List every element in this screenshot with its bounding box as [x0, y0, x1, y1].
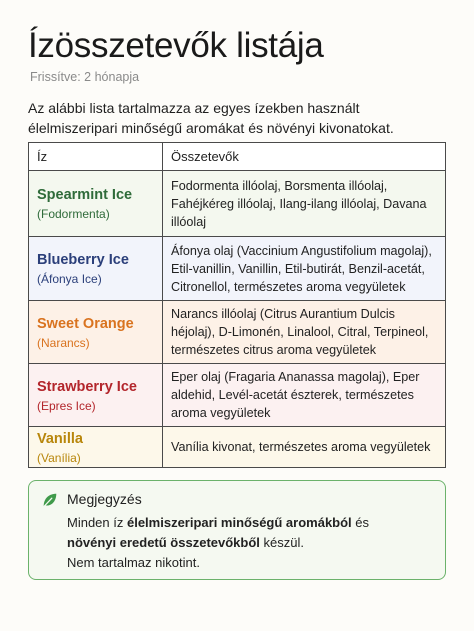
note-line: Nem tartalmaz nikotint. — [67, 555, 200, 570]
note-text: és — [351, 515, 370, 530]
table-row — [29, 364, 446, 427]
flavor-subtitle: (Vanília) — [37, 450, 81, 465]
note-title: Megjegyzés — [67, 491, 142, 507]
page-title: Ízösszetevők listája — [28, 26, 324, 65]
components-cell: Vanília kivonat, természetes aroma vegyületek — [163, 427, 446, 468]
intro-text: Az alábbi lista tartalmazza az egyes ízekben használt élelmiszeripari minőségű aromákat és növényi kivonatokat. — [28, 100, 394, 136]
note-body — [67, 513, 427, 573]
note-text: Minden íz — [67, 515, 127, 530]
note-box — [28, 480, 446, 580]
note-line — [67, 533, 427, 553]
flavor-cell — [29, 171, 163, 237]
note-line — [67, 513, 427, 533]
flavor-cell — [29, 427, 163, 468]
column-header-components: Összetevők — [163, 143, 446, 171]
table-row — [29, 171, 446, 237]
flavor-subtitle: (Áfonya Ice) — [37, 272, 102, 286]
table-header-row — [29, 143, 446, 171]
column-header-flavor: Íz — [29, 143, 163, 171]
flavor-name: Strawberry Ice — [37, 378, 137, 395]
note-text: készül. — [259, 535, 304, 550]
components-cell: Narancs illóolaj (Citrus Aurantium Dulcis héjolaj), D-Limonén, Linalool, Citral, Terpineol, természetes citrus aroma vegyületek — [163, 301, 446, 364]
flavor-cell — [29, 301, 163, 364]
note-emphasis: növényi eredetű összetevőkből — [67, 535, 260, 550]
flavor-subtitle: (Epres Ice) — [37, 398, 96, 413]
flavor-name: Blueberry Ice — [37, 252, 129, 268]
flavor-name: Sweet Orange — [37, 315, 134, 332]
flavor-subtitle: (Fodormenta) — [37, 207, 110, 221]
leaf-icon — [41, 491, 59, 509]
table-row — [29, 427, 446, 468]
flavor-cell — [29, 364, 163, 427]
flavor-cell — [29, 237, 163, 301]
note-emphasis: élelmiszeripari minőségű aromákból — [126, 515, 352, 530]
components-cell: Fodormenta illóolaj, Borsmenta illóolaj, Fahéjkéreg illóolaj, Ilang-ilang illóolaj, Davana illóolaj — [163, 171, 446, 237]
flavor-name: Spearmint Ice — [37, 187, 133, 203]
components-cell: Áfonya olaj (Vaccinium Angustifolium magolaj), Etil-vanillin, Vanillin, Etil-butirát, Benzil-acetát, Citronellol, természetes aroma vegyületek — [163, 237, 446, 301]
ingredients-table — [28, 142, 446, 468]
table-row — [29, 301, 446, 364]
flavor-subtitle: (Narancs) — [37, 335, 90, 350]
updated-timestamp: Frissítve: 2 hónapja — [30, 70, 140, 84]
flavor-name: Vanilla — [37, 430, 83, 447]
components-cell: Eper olaj (Fragaria Ananassa magolaj), Eper aldehid, Levél-acetát észterek, természetes aroma vegyületek — [163, 364, 446, 427]
table-row — [29, 237, 446, 301]
